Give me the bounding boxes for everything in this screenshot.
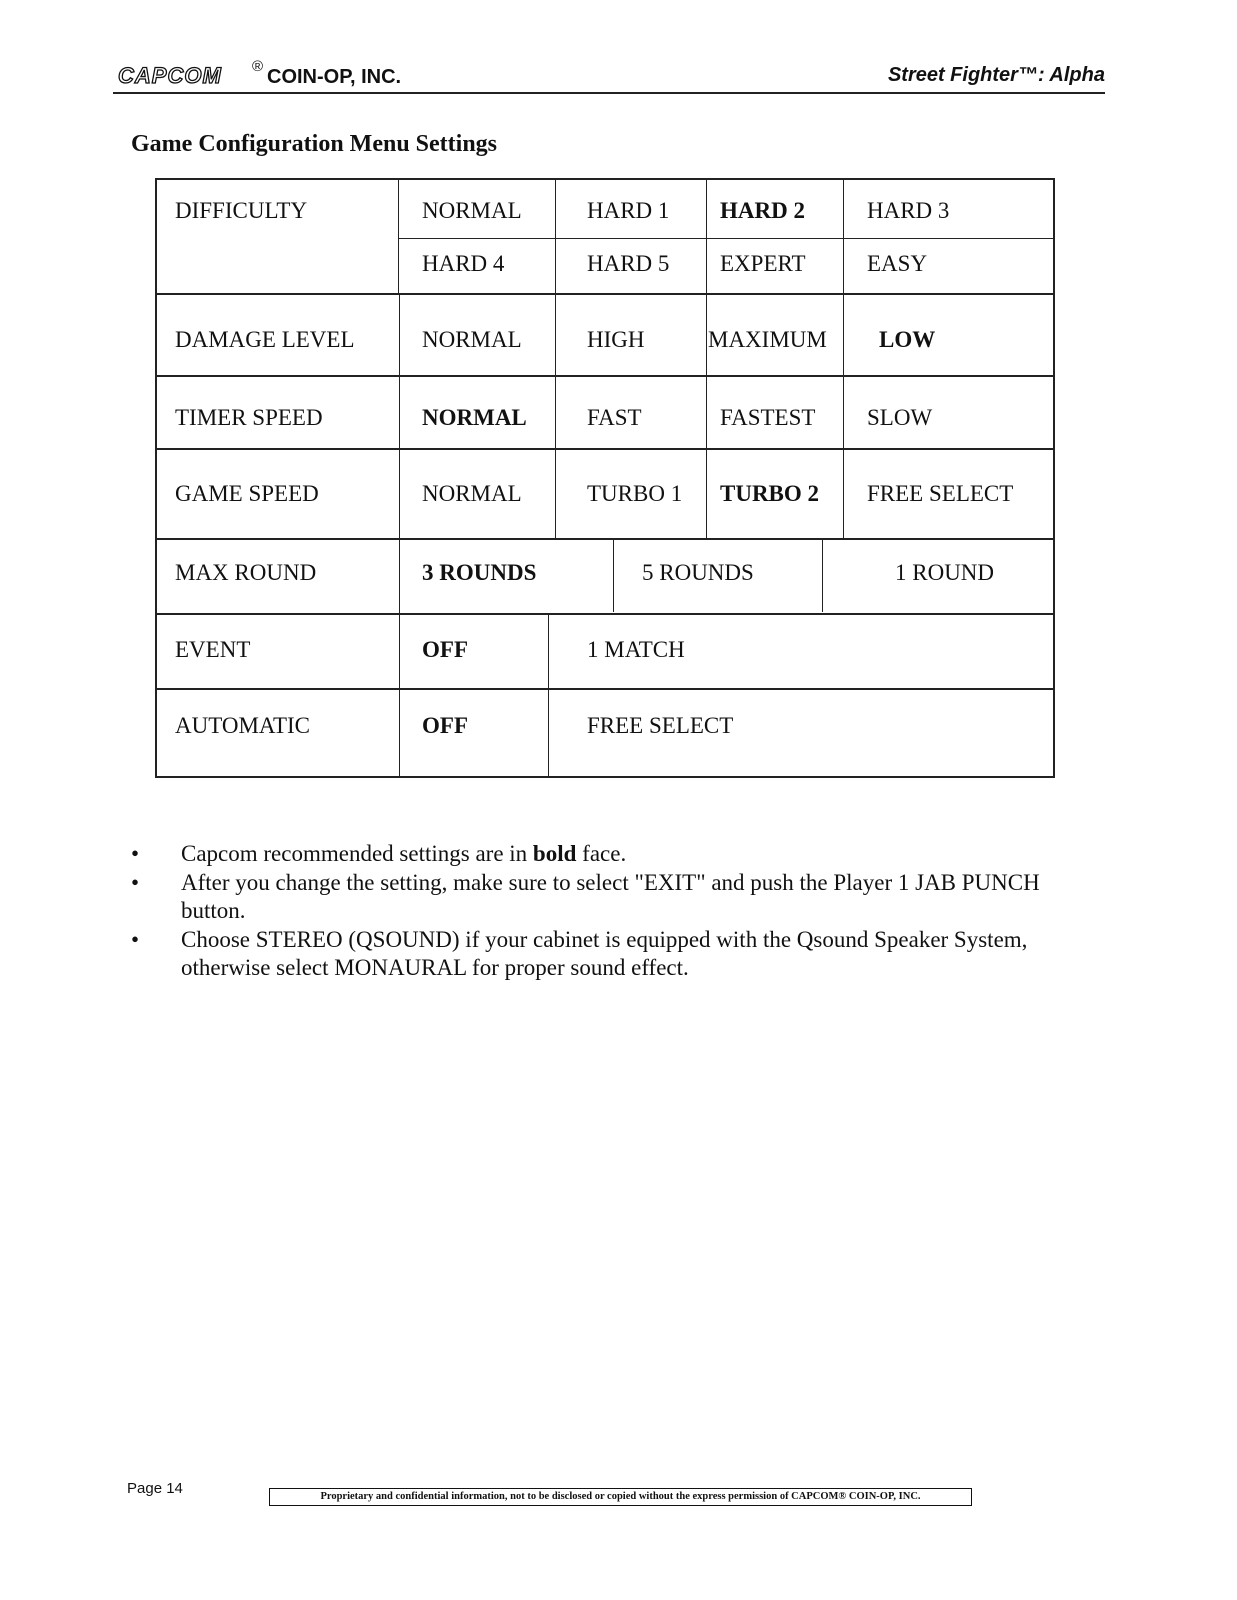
table-row-event [155,613,1055,690]
company-name: COIN-OP, INC. [267,66,402,88]
capcom-logo: CAPCOM [118,63,222,88]
option-low-recommended: LOW [879,327,936,352]
option-fastest: FASTEST [720,405,816,430]
table-row-automatic [155,688,1055,778]
option-maximum: MAXIMUM [708,327,827,352]
table-row-timer-speed [155,375,1055,450]
confidentiality-notice: Proprietary and confidential information, not to be disclosed or copied without the express permission of CAPCOM® COIN-OP, INC. [269,1488,972,1506]
product-title: Street Fighter™: Alpha [887,64,1105,86]
option-hard-5: HARD 5 [587,251,670,276]
game-speed-label: GAME SPEED [175,481,319,506]
option-fast: FAST [587,405,642,430]
registered-mark: ® [252,58,264,75]
option-turbo-1: TURBO 1 [587,481,683,506]
note-exit-instructions [131,869,1101,926]
page-header [113,58,1105,94]
event-label: EVENT [175,637,251,662]
notes-list [131,840,1101,983]
note-bold-word: bold [532,841,577,866]
note-text: Capcom recommended settings are in [181,841,528,866]
table-row-difficulty [155,178,1055,295]
damage-level-label: DAMAGE LEVEL [175,327,355,352]
bullet: • [131,926,140,952]
option-hard-2-recommended: HARD 2 [720,198,805,223]
note-sound-setting [131,926,1101,983]
option-free-select: FREE SELECT [587,713,734,738]
option-3-rounds-recommended: 3 ROUNDS [422,560,537,585]
option-normal-recommended: NORMAL [422,405,527,430]
option-turbo-2-recommended: TURBO 2 [720,481,820,506]
option-slow: SLOW [867,405,933,430]
table-row-game-speed [155,448,1055,540]
note-text: After you change the setting, make sure to select "EXIT" and push the Player 1 JAB PUNCH button. [181,869,1040,923]
table-row-damage-level [155,293,1055,377]
option-1-match: 1 MATCH [587,637,685,662]
option-high: HIGH [587,327,645,352]
option-easy: EASY [867,251,928,276]
bullet: • [131,869,140,895]
note-text: face. [582,841,627,866]
option-hard-4: HARD 4 [422,251,505,276]
option-free-select: FREE SELECT [867,481,1014,506]
option-off-recommended: OFF [422,713,468,738]
page-number: Page 14 [127,1480,183,1497]
section-title: Game Configuration Menu Settings [131,131,497,157]
option-normal: NORMAL [422,327,522,352]
option-hard-1: HARD 1 [587,198,670,223]
row-label-cell [155,178,399,295]
automatic-label: AUTOMATIC [175,713,311,738]
max-round-label: MAX ROUND [175,560,317,585]
option-expert: EXPERT [720,251,806,276]
option-off-recommended: OFF [422,637,468,662]
timer-speed-label: TIMER SPEED [175,405,323,430]
note-text: Choose STEREO (QSOUND) if your cabinet is equipped with the Qsound Speaker System, otherwise select MONAURAL for proper sound effect. [181,926,1028,980]
difficulty-label: DIFFICULTY [175,198,308,223]
option-normal: NORMAL [422,198,522,223]
note-bold-settings [131,840,1101,869]
table-row-max-round [155,538,1055,615]
option-5-rounds: 5 ROUNDS [642,560,754,585]
option-1-round: 1 ROUND [895,560,995,585]
option-hard-3: HARD 3 [867,198,950,223]
option-normal: NORMAL [422,481,522,506]
bullet: • [131,841,140,866]
